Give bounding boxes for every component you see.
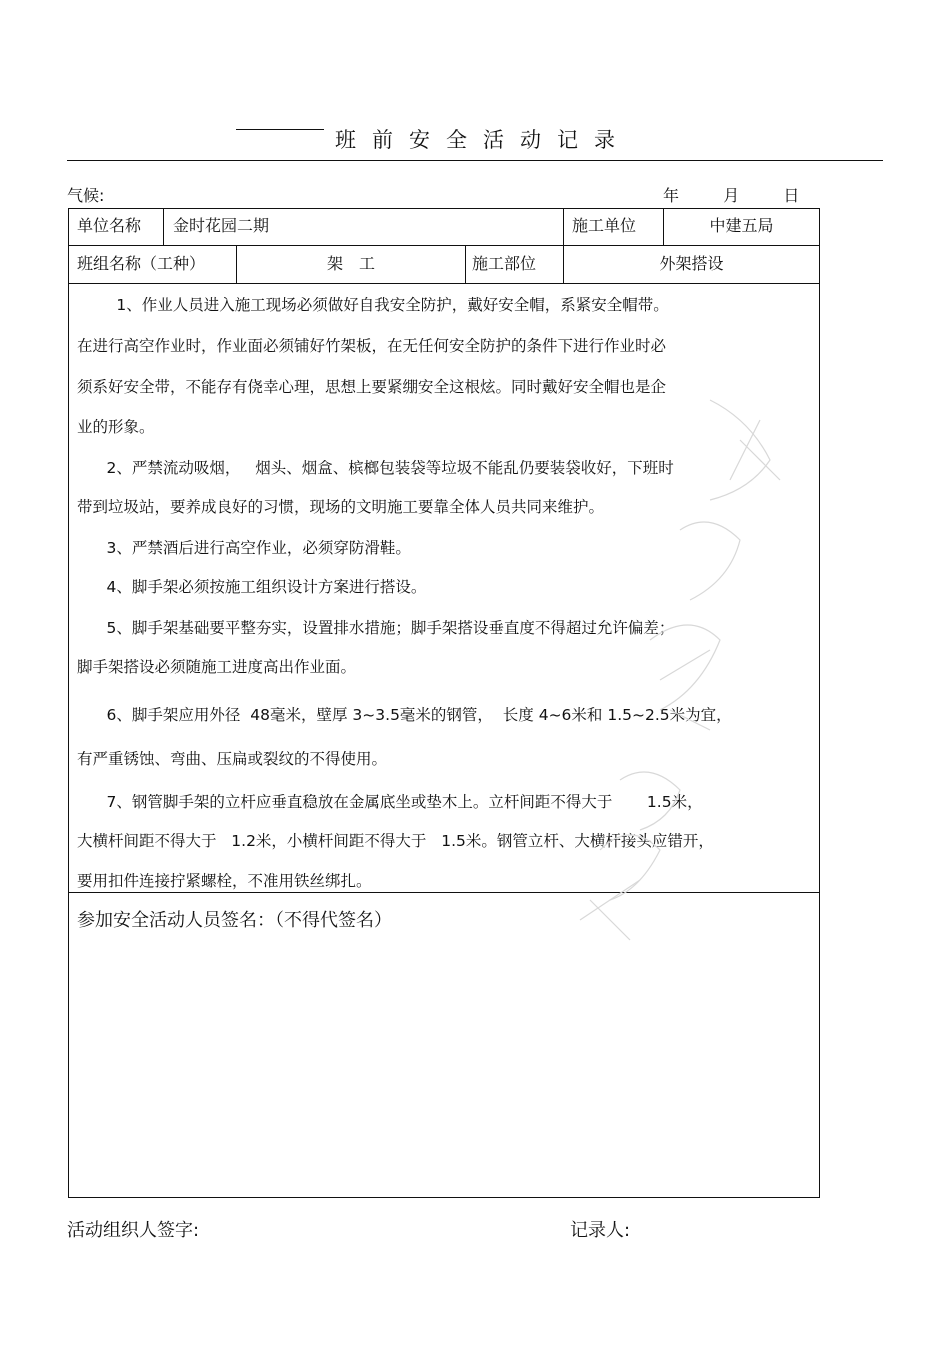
content-line: 7、钢管脚手架的立杆应垂直稳放在金属底坐或垫木上。立杆间距不得大于 1.5米， [77,793,703,811]
location-value: 外架搭设 [659,254,724,273]
content-line: 6、脚手架应用外径 48毫米，壁厚 3~3.5毫米的钢管， 长度 4~6米和 1.5~2.5米为宜， [77,706,732,724]
content-line: 有严重锈蚀、弯曲、压扁或裂纹的不得使用。 [77,750,388,768]
date-month: 月 [723,186,740,205]
content-line: 1、作业人员进入施工现场必须做好自我安全防护，戴好安全帽，系紧安全帽带。 [77,296,669,314]
content-line: 在进行高空作业时，作业面必须铺好竹架板，在无任何安全防护的条件下进行作业时必 [77,337,667,355]
location-label: 施工部位 [472,254,537,273]
row-divider-2 [69,283,819,284]
content-line: 业的形象。 [77,418,155,436]
construction-unit-label: 施工单位 [572,216,637,235]
content-line: 3、严禁酒后进行高空作业，必须穿防滑鞋。 [77,539,411,557]
organizer-signature-label: 活动组织人签字: [67,1220,200,1241]
content-line: 5、脚手架基础要平整夯实，设置排水措施；脚手架搭设垂直度不得超过允许偏差； [77,619,675,637]
weather-label: 气候: [67,186,105,205]
content-line: 须系好安全带，不能存有侥幸心理，思想上要紧绷安全这根炫。同时戴好安全帽也是企 [77,378,667,396]
row1-col-divider-2 [563,209,564,245]
content-line: 要用扣件连接拧紧螺栓，不准用铁丝绑扎。 [77,872,372,890]
date-day: 日 [783,186,800,205]
signature-label: 参加安全活动人员签名：（不得代签名） [77,910,392,931]
unit-name-label: 单位名称 [77,216,142,235]
row-divider-3 [69,892,819,893]
construction-unit-value: 中建五局 [709,216,774,235]
team-label: 班组名称（工种） [77,254,206,273]
row-divider-1 [69,245,819,246]
content-line: 带到垃圾站，要养成良好的习惯，现场的文明施工要靠全体人员共同来维护。 [77,498,605,516]
recorder-label: 记录人: [570,1220,631,1241]
content-line: 4、脚手架必须按施工组织设计方案进行搭设。 [77,578,427,596]
date-year: 年 [663,186,680,205]
row2-col-divider-2 [465,245,466,283]
team-value: 架 工 [326,254,375,273]
content-line: 2、严禁流动吸烟， 烟头、烟盒、槟榔包装袋等垃圾不能乱仍要装袋收好，下班时 [77,459,674,477]
title-underline [67,160,883,161]
unit-name-value: 金时花园二期 [173,216,270,235]
content-line: 大横杆间距不得大于 1.2米，小横杆间距不得大于 1.5米。钢管立杆、大横杆接头应错开， [77,832,714,850]
row1-col-divider-1 [163,209,164,245]
date-field [663,183,799,206]
page-title: 班前安全活动记录 [335,128,631,152]
content-line: 脚手架搭设必须随施工进度高出作业面。 [77,658,357,676]
